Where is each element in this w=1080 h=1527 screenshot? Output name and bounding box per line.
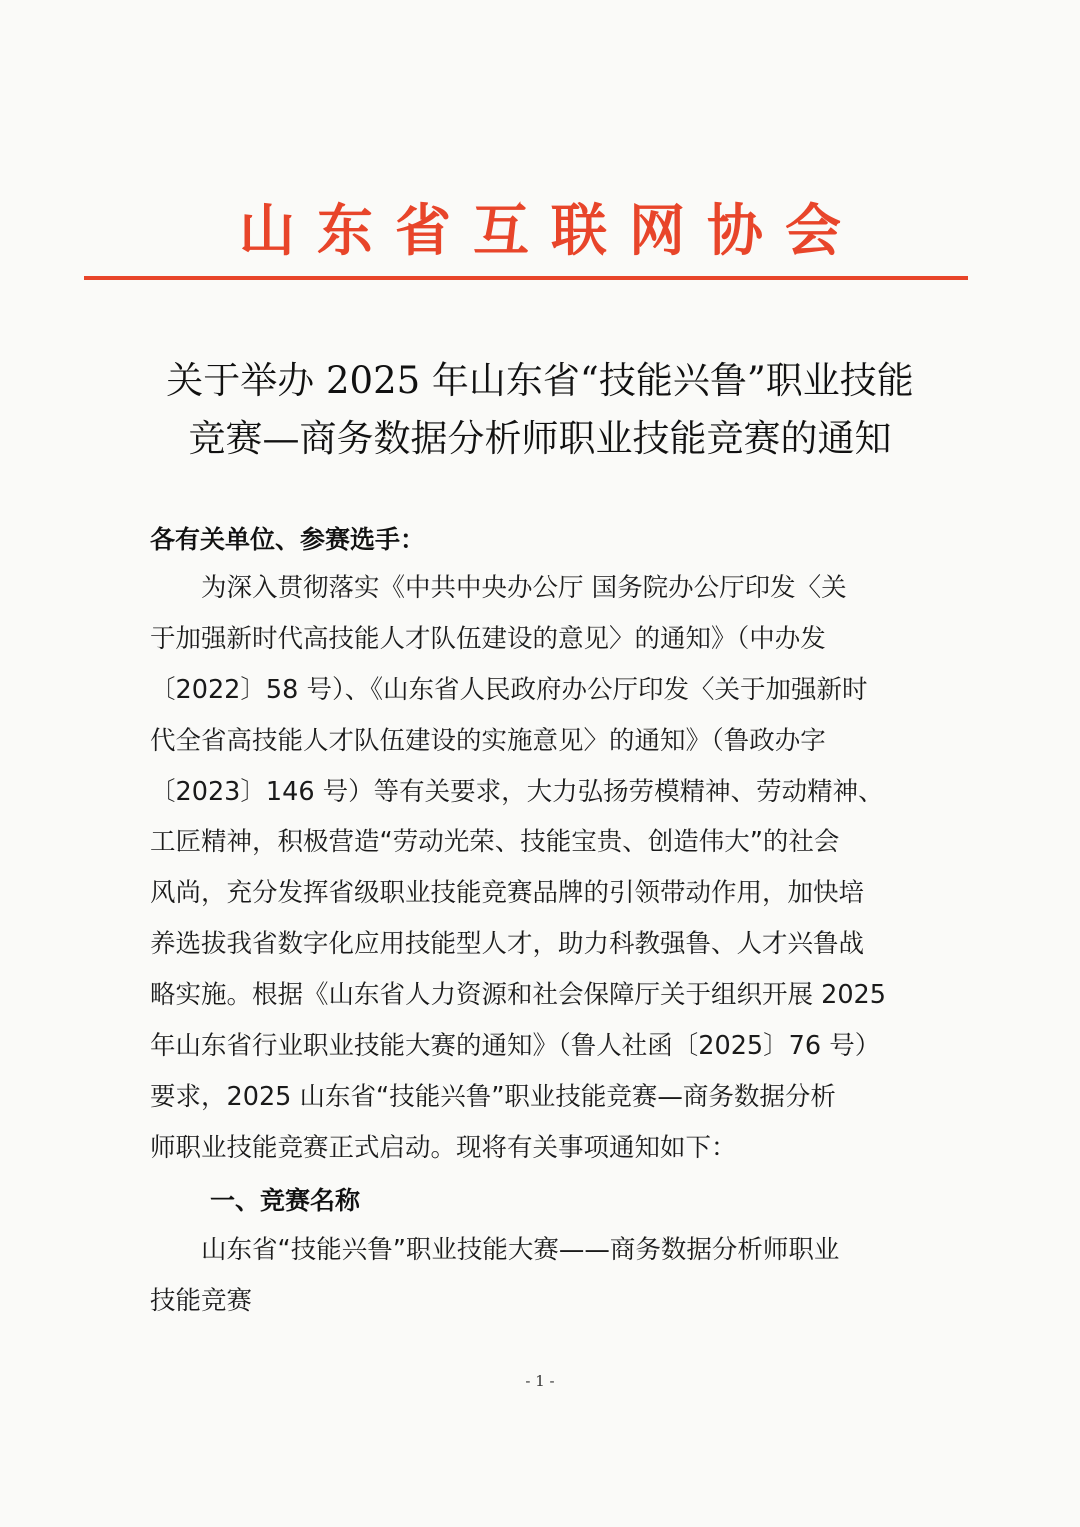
- section-paragraph: [150, 1225, 955, 1327]
- section-heading: 一、竞赛名称: [210, 1186, 361, 1215]
- notice-title: [0, 352, 1080, 468]
- body-line: 于加强新时代高技能人才队伍建设的意见〉的通知》（中办发: [150, 623, 826, 654]
- body-line: 养选拔我省数字化应用技能型人才，助力科教强鲁、人才兴鲁战: [150, 929, 865, 960]
- salutation: 各有关单位、参赛选手：: [150, 525, 426, 554]
- body-line: 年山东省行业职业技能大赛的通知》（鲁人社函〔2025〕76 号）: [150, 1031, 881, 1062]
- page-number: - 1 -: [525, 1372, 555, 1390]
- notice-title-line: 关于举办 2025 年山东省“技能兴鲁”职业技能: [166, 359, 914, 402]
- body-line: 代全省高技能人才队伍建设的实施意见〉的通知》（鲁政办字: [150, 725, 826, 756]
- body-line: 略实施。根据《山东省人力资源和社会保障厅关于组织开展 2025: [150, 980, 887, 1011]
- body-line: 为深入贯彻落实《中共中央办公厅 国务院办公厅印发〈关: [150, 573, 847, 603]
- section-line: 技能竞赛: [150, 1286, 253, 1316]
- org-header: 山东省互联网协会: [239, 199, 863, 264]
- body-line: 师职业技能竞赛正式启动。现将有关事项通知如下：: [150, 1132, 737, 1163]
- body-paragraph: [150, 563, 955, 1174]
- header-divider: [84, 276, 968, 280]
- body-line: 〔2022〕58 号）、《山东省人民政府办公厅印发〈关于加强新时: [150, 674, 868, 705]
- notice-title-line: 竞赛—商务数据分析师职业技能竞赛的通知: [188, 417, 892, 460]
- body-line: 要求，2025 山东省“技能兴鲁”职业技能竞赛—商务数据分析: [150, 1081, 836, 1112]
- body-line: 工匠精神，积极营造“劳动光荣、技能宝贵、创造伟大”的社会: [150, 827, 840, 858]
- section-line: 山东省“技能兴鲁”职业技能大赛——商务数据分析师职业: [150, 1235, 840, 1265]
- body-line: 〔2023〕146 号）等有关要求，大力弘扬劳模精神、劳动精神、: [150, 776, 884, 807]
- body-line: 风尚，充分发挥省级职业技能竞赛品牌的引领带动作用，加快培: [150, 878, 865, 909]
